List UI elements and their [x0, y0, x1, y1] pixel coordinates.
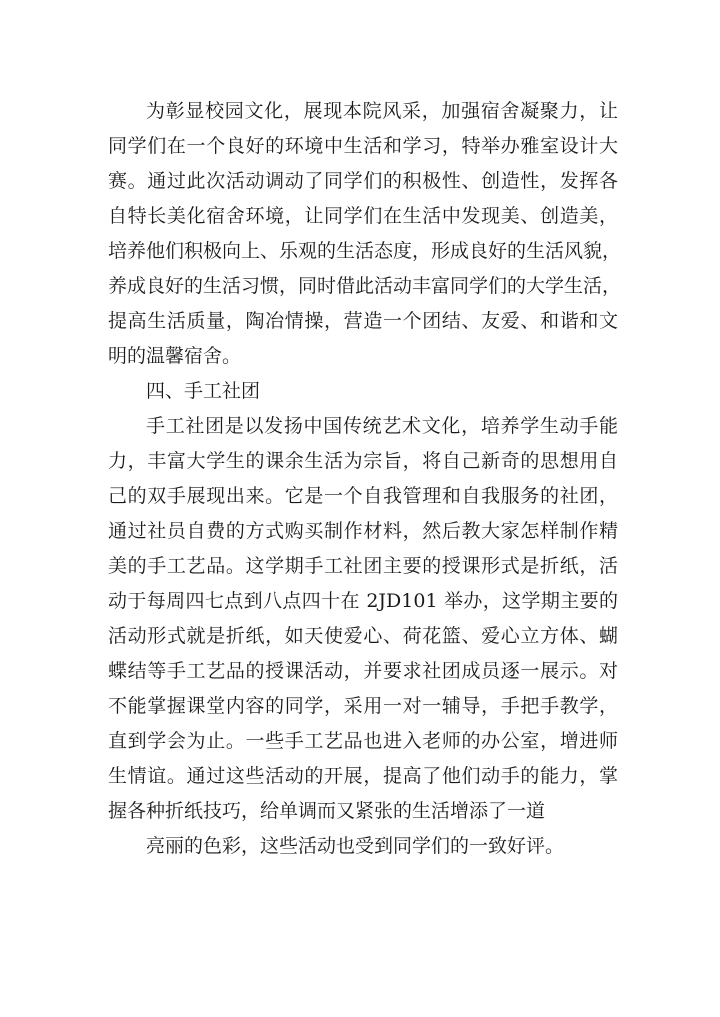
paragraph-line: 为彰显校园文化，展现本院风采，加强宿舍凝聚力，让 — [146, 100, 618, 122]
paragraph-dormitory — [108, 94, 622, 374]
paragraph-line: 手工社团是以发扬中国传统艺术文化，培养学生动手能 — [146, 415, 618, 437]
paragraph-line: 美的手工艺品。这学期手工社团主要的授课形式是折纸，活 — [108, 555, 618, 577]
paragraph-line: 明的温馨宿舍。 — [108, 345, 242, 367]
paragraph-line: 不能掌握课堂内容的同学，采用一对一辅导，手把手教学， — [108, 695, 618, 717]
document-body — [108, 94, 622, 864]
paragraph-line: 动于每周四七点到八点四十在 2JD101 举办，这学期主要的 — [108, 590, 618, 612]
paragraph-line: 同学们在一个良好的环境中生活和学习，特举办雅室设计大 — [108, 135, 618, 157]
paragraph-line: 生情谊。通过这些活动的开展，提高了他们动手的能力，掌 — [108, 765, 618, 787]
paragraph-line: 直到学会为止。一些手工艺品也进入老师的办公室，增进师 — [108, 730, 618, 752]
paragraph-line: 通过社员自费的方式购买制作材料，然后教大家怎样制作精 — [108, 520, 618, 542]
paragraph-handicraft-club — [108, 409, 618, 829]
paragraph-line: 活动形式就是折纸，如天使爱心、荷花篮、爱心立方体、蝴 — [108, 625, 618, 647]
section-heading: 四、手工社团 — [146, 380, 261, 402]
paragraph-line: 养成良好的生活习惯，同时借此活动丰富同学们的大学生活， — [108, 275, 622, 297]
paragraph-evaluation — [108, 829, 618, 864]
paragraph-line: 力，丰富大学生的课余生活为宗旨，将自己新奇的思想用自 — [108, 450, 618, 472]
paragraph-line: 亮丽的色彩，这些活动也受到同学们的一致好评。 — [146, 835, 565, 857]
paragraph-line: 蝶结等手工艺品的授课活动，并要求社团成员逐一展示。对 — [108, 660, 618, 682]
paragraph-line: 自特长美化宿舍环境，让同学们在生活中发现美、创造美， — [108, 205, 618, 227]
paragraph-line: 赛。通过此次活动调动了同学们的积极性、创造性，发挥各 — [108, 170, 618, 192]
paragraph-line: 提高生活质量，陶冶情操，营造一个团结、友爱、和谐和文 — [108, 310, 618, 332]
paragraph-line: 己的双手展现出来。它是一个自我管理和自我服务的社团， — [108, 485, 618, 507]
paragraph-line: 培养他们积极向上、乐观的生活态度，形成良好的生活风貌， — [108, 240, 622, 262]
paragraph-line: 握各种折纸技巧，给单调而又紧张的生活增添了一道 — [108, 800, 546, 822]
